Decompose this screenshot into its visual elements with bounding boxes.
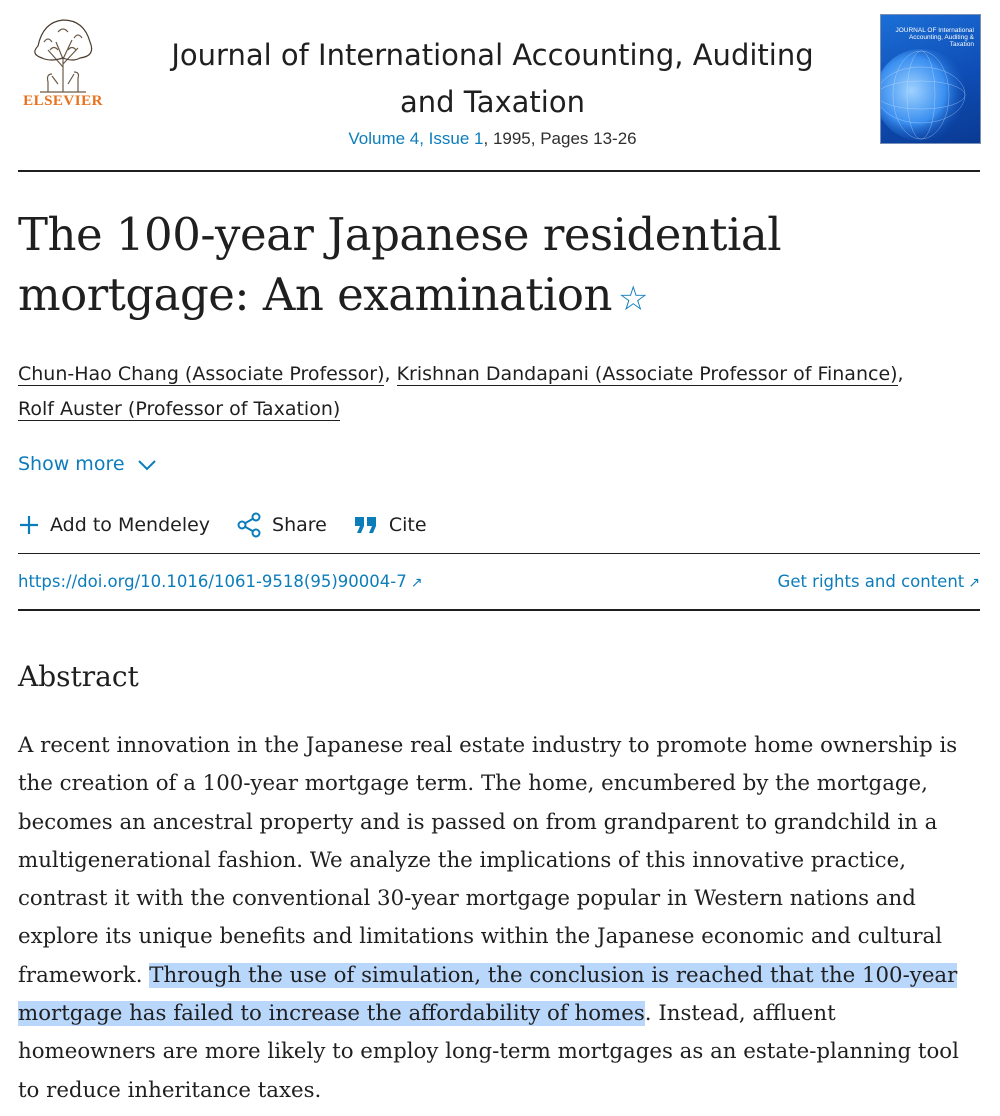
doi-link[interactable] (18, 572, 422, 591)
share-button[interactable] (236, 512, 327, 538)
author-list: Chun-Hao Chang (Associate Professor), Krishnan Dandapani (Associate Professor of Finance), Rolf Auster (Professor of Taxation) (18, 363, 904, 420)
journal-cover-thumbnail[interactable] (881, 15, 980, 143)
chevron-down-icon (137, 458, 157, 472)
cite-button[interactable] (353, 514, 427, 536)
volume-issue-link[interactable]: Volume 4, Issue 1 (348, 129, 484, 148)
add-to-mendeley-label: Add to Mendeley (50, 514, 211, 536)
article-actions (18, 508, 453, 542)
abstract-heading: Abstract (18, 660, 139, 693)
abstract-text-start: A recent innovation in the Japanese real estate industry to promote home ownership is the creation of a 100-year mortgage term. The home, encumbered by the mortgage, becomes an ancestral property and is passed on from grandparent to grandchild in a multigenerational fashion. We analyze the implications of this innovative practice, contrast it with the conventional 30-year mortgage popular in Western nations and explore its unique benefits and limitations within the Japanese economic and cultural framework. (18, 733, 958, 988)
show-more-label: Show more (18, 453, 125, 475)
highlighted-selection[interactable]: Through the use of simulation, the conclusion is reached that the 100-year mortgage has failed to increase the affordability of homes (18, 962, 958, 1027)
plus-icon (18, 514, 40, 536)
abstract-body (18, 727, 980, 1110)
author-link[interactable]: Krishnan Dandapani (Associate Professor of Finance) (396, 363, 898, 385)
add-to-mendeley-button[interactable] (18, 514, 210, 536)
external-link-icon: ↗ (968, 575, 980, 591)
author-link[interactable]: Rolf Auster (Professor of Taxation) (18, 398, 341, 420)
header-divider (18, 170, 980, 172)
article-title (18, 205, 988, 329)
publisher-wordmark: ELSEVIER (23, 93, 103, 109)
actions-divider (18, 553, 980, 554)
author-link[interactable]: Chun-Hao Chang (Associate Professor) (18, 363, 385, 385)
links-divider (18, 609, 980, 611)
external-link-icon: ↗ (410, 575, 423, 591)
share-label: Share (272, 514, 327, 536)
journal-title[interactable]: Journal of International Accounting, Auditing and Taxation (171, 38, 814, 119)
share-icon (236, 512, 262, 538)
abstract-text-end: . Instead, affluent homeowners are more likely to employ long-term mortgages as an estate-planning tool to reduce inheritance taxes. (18, 1001, 959, 1103)
quote-icon (353, 514, 379, 536)
get-rights-label: Get rights and content (777, 572, 965, 591)
article-title-text: The 100-year Japanese residential mortgage: An examination (18, 208, 782, 321)
cover-journal-name: JOURNAL OF International Accounting, Auditing & Taxation (895, 27, 974, 48)
get-rights-link[interactable] (778, 572, 980, 591)
show-more-button[interactable] (18, 453, 157, 475)
doi-link-text: https://doi.org/10.1016/1061-9518(95)90004-7 (18, 572, 407, 591)
star-outline-icon[interactable]: ☆ (617, 278, 648, 319)
issue-pages: , 1995, Pages 13-26 (483, 129, 637, 148)
journal-issue-info (140, 129, 845, 149)
cite-label: Cite (388, 514, 427, 536)
